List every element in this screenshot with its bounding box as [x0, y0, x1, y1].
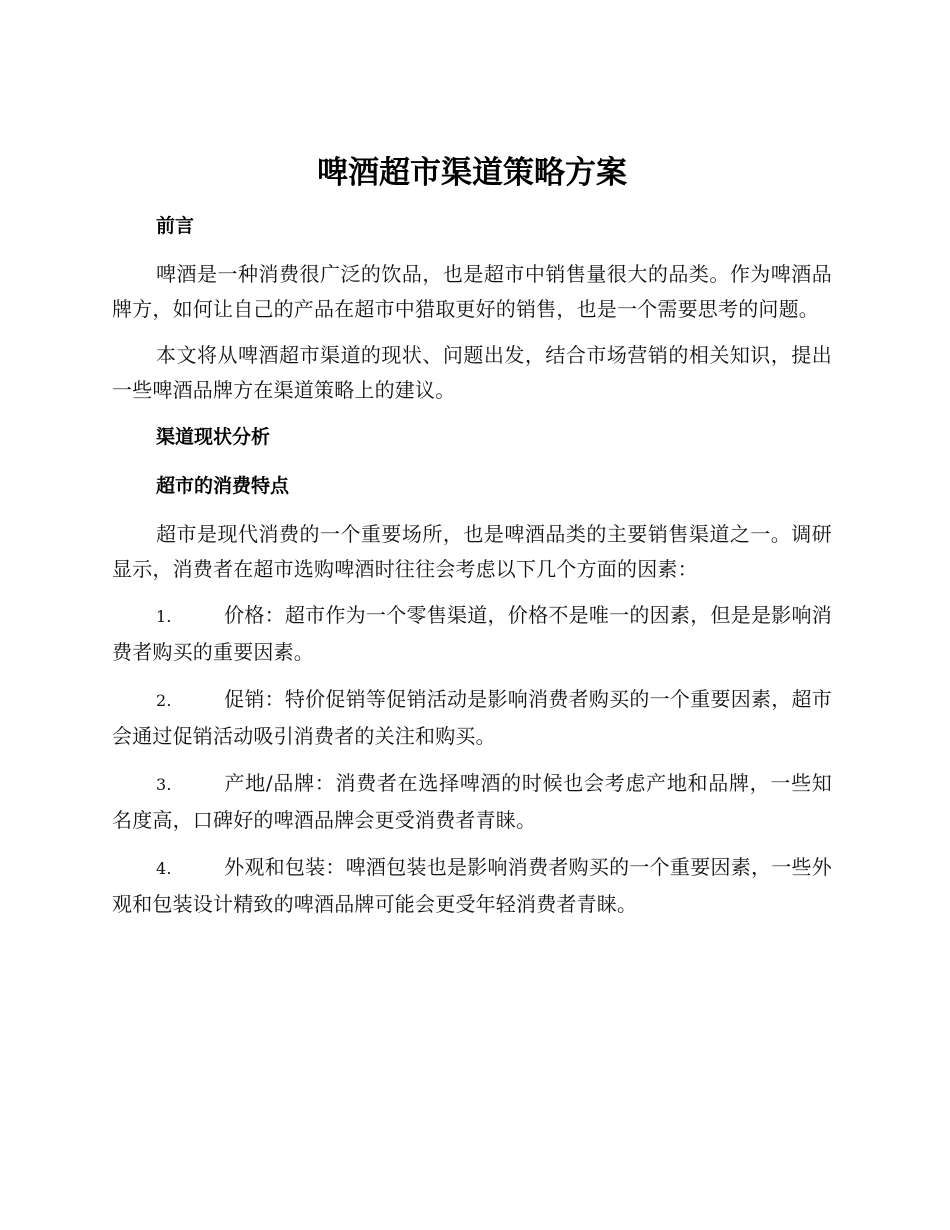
list-item: [112, 850, 832, 921]
paragraph: 啤酒是一种消费很广泛的饮品，也是超市中销售量很大的品类。作为啤酒品牌方，如何让自己的产品在超市中猎取更好的销售，也是一个需要思考的问题。: [112, 262, 832, 321]
section-heading-channel-status: 渠道现状分析: [156, 426, 271, 448]
list-item: [112, 682, 832, 753]
list-item-text: 价格：超市作为一个零售渠道，价格不是唯一的因素，但是是影响消费者购买的重要因素。: [112, 603, 832, 664]
list-item-text: 外观和包装：啤酒包装也是影响消费者购买的一个重要因素，一些外观和包装设计精致的啤酒品牌可能会更受年轻消费者青睐。: [112, 855, 832, 916]
list-item: [112, 598, 832, 669]
section-heading-preface: 前言: [156, 215, 195, 237]
document-title: 啤酒超市渠道策略方案: [317, 155, 627, 191]
list-item-number: 1.: [156, 607, 172, 626]
document-body: [112, 148, 832, 934]
paragraph: 本文将从啤酒超市渠道的现状、问题出发，结合市场营销的相关知识，提出一些啤酒品牌方在渠道策略上的建议。: [112, 343, 832, 402]
paragraph: 超市是现代消费的一个重要场所，也是啤酒品类的主要销售渠道之一。调研显示，消费者在超市选购啤酒时往往会考虑以下几个方面的因素：: [112, 522, 832, 581]
list-item-number: 4.: [156, 859, 172, 878]
list-item-text: 促销：特价促销等促销活动是影响消费者购买的一个重要因素，超市会通过促销活动吸引消费者的关注和购买。: [112, 687, 832, 748]
list-item-text: 产地/品牌：消费者在选择啤酒的时候也会考虑产地和品牌，一些知名度高，口碑好的啤酒品牌会更受消费者青睐。: [112, 771, 832, 832]
list-item: [112, 766, 832, 837]
list-item-number: 2.: [156, 691, 172, 710]
section-heading-consumer-traits: 超市的消费特点: [156, 475, 290, 497]
list-item-number: 3.: [156, 775, 172, 794]
